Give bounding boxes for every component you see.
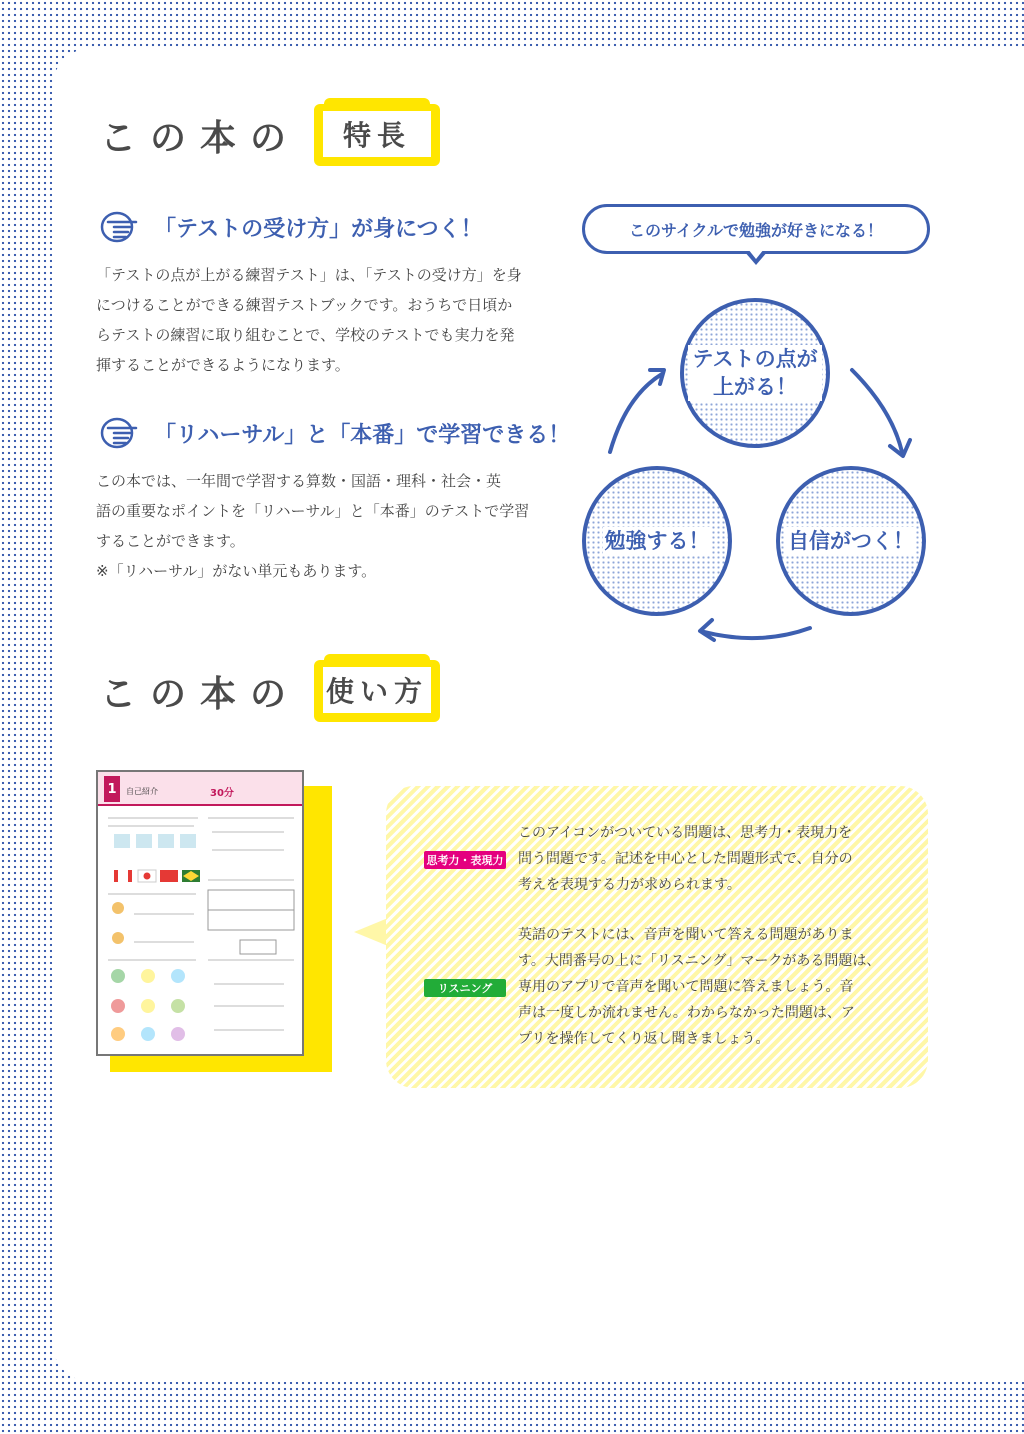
cycle-bubble: このサイクルで勉強が好きになる！: [582, 204, 930, 254]
text-line: ※「リハーサル」がない単元もあります。: [96, 562, 377, 580]
text-line: 語の重要なポイントを「リハーサル」と「本番」のテストで学習: [96, 502, 530, 520]
cycle-right-label: 自信がつく！: [788, 529, 914, 553]
text-line: 「テストの点が上がる練習テスト」は、「テストの受け方」を身: [96, 266, 522, 284]
pointing-hand-icon: [100, 416, 140, 450]
title-tag: 使い方: [323, 667, 431, 713]
feature1-heading-row: [100, 210, 483, 244]
feature2-text: [96, 466, 566, 586]
text-line: 声は一度しか流れません。わからなかった問題は、ア: [518, 1005, 855, 1021]
speech-tail: [354, 918, 388, 946]
text-line: す。大問番号の上に「リスニング」マークがある問題は、: [518, 953, 881, 969]
text-line: することができます。: [96, 532, 245, 550]
text-line: らテストの練習に取り組むことで、学校のテストでも実力を発: [96, 326, 515, 344]
arrow-right-icon: [852, 370, 902, 452]
text-line: このアイコンがついている問題は、思考力・表現力を: [518, 825, 853, 841]
bubble-tail-inner: [748, 249, 764, 259]
section-title-usage: [100, 660, 440, 722]
arrowhead-icon: [700, 620, 714, 640]
arrow-bottom-icon: [704, 628, 810, 638]
book-title-tag: [314, 104, 440, 166]
arrow-left-icon: [610, 374, 662, 452]
cycle-left-label: 勉強する！: [604, 529, 710, 553]
thumb-contents: [104, 810, 298, 1048]
title-tag: 特長: [323, 111, 431, 157]
feature2-heading: 「リハーサル」と「本番」で学習できる！: [154, 422, 571, 448]
book-title-tag: [314, 660, 440, 722]
text-line: 英語のテストには、音声を聞いて答える問題がありま: [518, 927, 854, 943]
explanation-text-2: [518, 922, 894, 1052]
test-page-thumbnail: [96, 770, 304, 1056]
cycle-arrows: [580, 340, 940, 660]
thumb-time: 30分: [210, 788, 234, 799]
text-line: 考えを表現する力が求められます。: [518, 877, 741, 893]
explanation-text-1: [518, 820, 894, 898]
text-line: プリを操作してくり返し聞きましょう。: [518, 1031, 770, 1047]
cycle-top-line2: 上がる！: [712, 375, 797, 399]
cycle-top-line1: テストの点が: [692, 347, 818, 371]
text-line: 問う問題です。記述を中心とした問題形式で、自分の: [518, 851, 853, 867]
thumb-unit-title: 自己紹介: [126, 787, 158, 796]
feature1-text: [96, 260, 566, 380]
thumb-unit-number: 1: [104, 776, 120, 802]
badge-thinking: 思考力・表現力: [424, 851, 506, 869]
feature2-heading-row: [100, 416, 570, 450]
text-line: この本では、一年間で学習する算数・国語・理科・社会・英: [96, 472, 502, 490]
pointing-hand-icon: [100, 210, 140, 244]
text-line: 揮することができるようになります。: [96, 356, 350, 374]
title-lead: この本の: [100, 117, 301, 159]
text-line: 専用のアプリで音声を聞いて問題に答えましょう。音: [518, 979, 854, 995]
feature1-heading: 「テストの受け方」が身につく！: [154, 216, 483, 242]
title-lead: この本の: [100, 673, 301, 715]
text-line: につけることができる練習テストブックです。おうちで日頃か: [96, 296, 513, 314]
badge-listening: リスニング: [424, 979, 506, 997]
section-title-features: [100, 104, 440, 166]
